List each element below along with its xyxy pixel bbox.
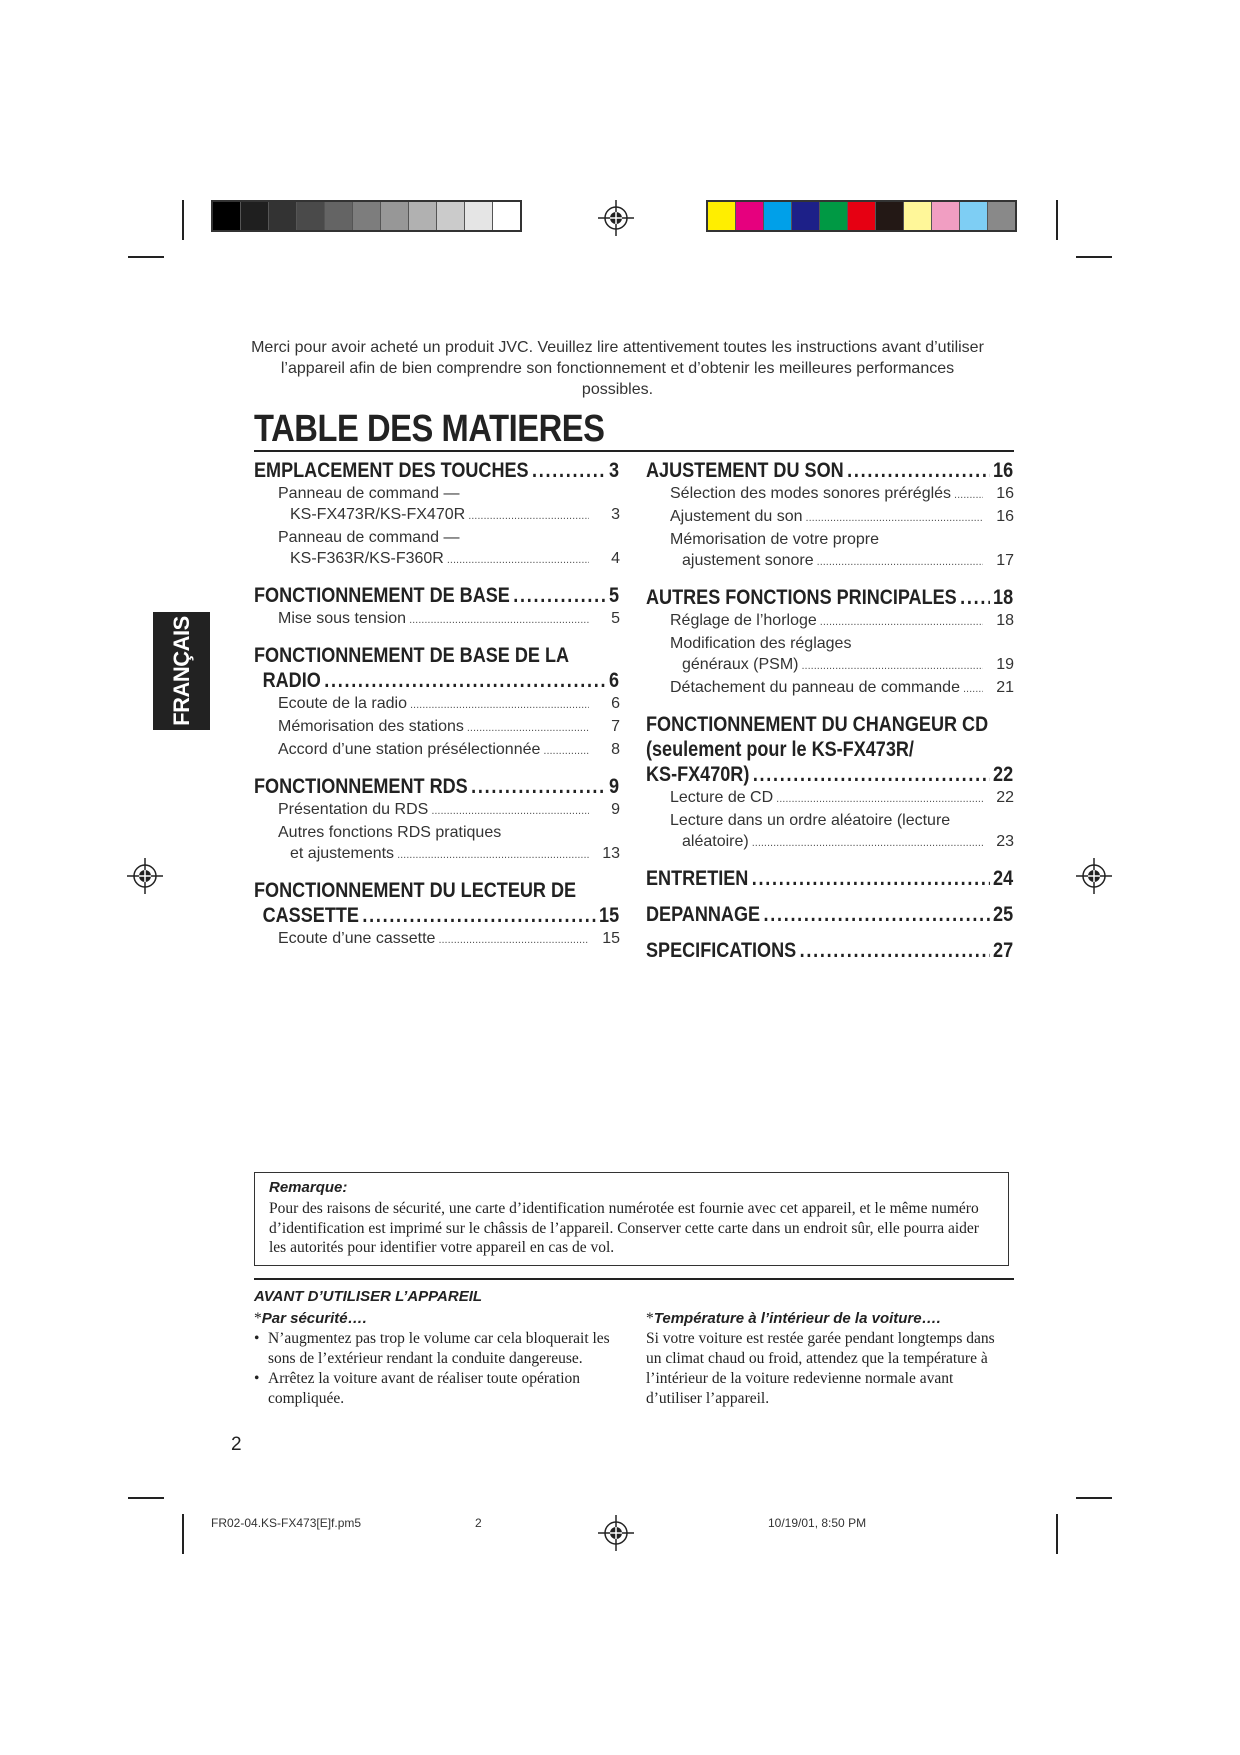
toc-item[interactable]: généraux (PSM) ..... 19 — [646, 654, 1014, 677]
toc-item[interactable]: Ajustement du son ..... 16 — [646, 506, 1014, 529]
color-bar — [706, 200, 1017, 232]
toc-heading[interactable]: SPECIFICATIONS ..... 27 — [646, 938, 1013, 963]
toc-heading[interactable]: FONCTIONNEMENT DU LECTEUR DE CASSETTE ..... 15 — [254, 878, 619, 928]
toc-heading[interactable]: AJUSTEMENT DU SON ..... 16 — [646, 458, 1013, 483]
toc-section — [646, 866, 1014, 891]
toc-section — [646, 585, 1014, 700]
registration-mark-icon — [1076, 858, 1112, 894]
toc-item[interactable]: Sélection des modes sonores préréglés ..... 16 — [646, 483, 1014, 506]
color-swatch — [820, 202, 848, 230]
toc-section — [646, 712, 1014, 854]
toc-right-column — [646, 458, 1014, 975]
section-divider — [254, 1278, 1014, 1280]
color-swatch — [437, 202, 465, 230]
crop-mark — [128, 256, 164, 258]
crop-mark — [1056, 200, 1058, 240]
toc-heading[interactable]: AUTRES FONCTIONS PRINCIPALES ..... 18 — [646, 585, 1013, 610]
color-swatch — [269, 202, 297, 230]
toc-item[interactable]: Panneau de command — — [278, 529, 460, 546]
color-swatch — [353, 202, 381, 230]
toc-heading[interactable]: FONCTIONNEMENT RDS ..... 9 — [254, 774, 619, 799]
color-swatch — [764, 202, 792, 230]
toc-section — [646, 458, 1014, 573]
safety-bullet: Arrêtez la voiture avant de réaliser toute opération compliquée. — [268, 1370, 581, 1407]
color-swatch — [708, 202, 736, 230]
color-swatch — [325, 202, 353, 230]
toc-left-column — [254, 458, 620, 963]
toc-section — [254, 774, 620, 866]
toc-item[interactable]: KS-F363R/KS-F360R ..... 4 — [254, 548, 620, 571]
toc-item[interactable]: Autres fonctions RDS pratiques — [278, 824, 502, 841]
crop-mark — [182, 200, 184, 240]
temperature-title: Température à l’intérieur de la voiture…. — [653, 1310, 941, 1327]
page-title: TABLE DES MATIERES — [254, 408, 605, 450]
title-divider — [254, 450, 1014, 452]
toc-item[interactable]: Présentation du RDS ..... 9 — [254, 799, 620, 822]
color-swatch — [297, 202, 325, 230]
language-tab — [153, 612, 210, 730]
toc-item[interactable]: Lecture dans un ordre aléatoire (lecture — [670, 812, 951, 829]
safety-bullet: N’augmentez pas trop le volume car cela bloquerait les sons de l’extérieur rendant la conduite dangereuse. — [268, 1330, 610, 1367]
toc-item[interactable]: Accord d’une station présélectionnée ..... 8 — [254, 739, 620, 762]
color-swatch — [736, 202, 764, 230]
color-swatch — [493, 202, 520, 230]
toc-item[interactable]: Réglage de l’horloge ..... 18 — [646, 610, 1014, 633]
toc-item[interactable]: Ecoute d’une cassette ..... 15 — [254, 928, 620, 951]
toc-section — [254, 643, 620, 762]
toc-item[interactable]: Mise sous tension ..... 5 — [254, 608, 620, 631]
before-use-heading: AVANT D’UTILISER L’APPAREIL — [254, 1288, 483, 1305]
toc-item[interactable]: Panneau de command — — [278, 485, 460, 502]
toc-heading[interactable]: FONCTIONNEMENT DE BASE DE LA RADIO ..... 6 — [254, 643, 619, 693]
grayscale-bar — [211, 200, 522, 232]
toc-item[interactable]: et ajustements ..... 13 — [254, 843, 620, 866]
footer-date: 10/19/01, 8:50 PM — [768, 1516, 867, 1530]
note-box — [254, 1172, 1009, 1266]
toc-heading[interactable]: DEPANNAGE ..... 25 — [646, 902, 1013, 927]
color-swatch — [465, 202, 493, 230]
color-swatch — [848, 202, 876, 230]
safety-title: Par sécurité…. — [261, 1310, 367, 1327]
toc-section — [646, 938, 1014, 963]
temperature-body: Si votre voiture est restée garée pendant longtemps dans un climat chaud ou froid, attendez que la température à l’intérieur de la voiture redevienne normale avant d’utiliser l’appareil. — [646, 1330, 995, 1407]
toc-item[interactable]: Ecoute de la radio ..... 6 — [254, 693, 620, 716]
registration-mark-icon — [598, 1515, 634, 1551]
color-swatch — [409, 202, 437, 230]
toc-item[interactable]: Détachement du panneau de commande ..... 21 — [646, 677, 1014, 700]
temperature-section: *Température à l’intérieur de la voiture…. Si votre voiture est restée garée pendant longtemps dans un climat chaud ou froid, attendez que la température à l’intérieur de la voiture redevienne normale avant d’utiliser l’appareil. — [646, 1309, 1006, 1409]
registration-mark-icon — [598, 200, 634, 236]
color-swatch — [960, 202, 988, 230]
registration-mark-icon — [127, 858, 163, 894]
toc-item[interactable]: Lecture de CD ..... 22 — [646, 787, 1014, 810]
intro-text: Merci pour avoir acheté un produit JVC. Veuillez lire attentivement toutes les instructions avant d’utiliser l’appareil afin de bien comprendre son fonctionnement et d’obtenir les meilleures performances possibles. — [251, 339, 984, 398]
page-number: 2 — [231, 1434, 242, 1455]
color-swatch — [792, 202, 820, 230]
toc-item[interactable]: Modification des réglages — [670, 635, 852, 652]
toc-heading[interactable]: ENTRETIEN ..... 24 — [646, 866, 1013, 891]
color-swatch — [241, 202, 269, 230]
crop-mark — [128, 1497, 164, 1499]
crop-mark — [1076, 256, 1112, 258]
language-tab-label: FRANÇAIS — [168, 616, 194, 726]
color-swatch — [904, 202, 932, 230]
toc-heading[interactable]: FONCTIONNEMENT DE BASE ..... 5 — [254, 583, 619, 608]
color-swatch — [876, 202, 904, 230]
toc-item[interactable]: KS-FX473R/KS-FX470R ..... 3 — [254, 504, 620, 527]
crop-mark — [182, 1514, 184, 1554]
toc-heading[interactable]: FONCTIONNEMENT DU CHANGEUR CD (seulement pour le KS-FX473R/ KS-FX470R) ..... 22 — [646, 712, 1013, 787]
crop-mark — [1056, 1514, 1058, 1554]
toc-section — [646, 902, 1014, 927]
footer-file: FR02-04.KS-FX473[E]f.pm5 — [211, 1516, 362, 1530]
toc-item[interactable]: Mémorisation des stations ..... 7 — [254, 716, 620, 739]
color-swatch — [988, 202, 1015, 230]
toc-heading[interactable]: EMPLACEMENT DES TOUCHES ..... 3 — [254, 458, 619, 483]
toc-item[interactable]: Mémorisation de votre propre — [670, 531, 879, 548]
color-swatch — [932, 202, 960, 230]
note-body: Pour des raisons de sécurité, une carte d’identification numérotée est fournie avec cet appareil, et le même numéro d’identification est imprimé sur le châssis de l’appareil. Conserver cette carte dans un endroit sûr, elle pourra aider les autorités pour identifier votre appareil en cas de vol. — [269, 1200, 979, 1256]
note-title: Remarque: — [269, 1179, 348, 1196]
toc-section — [254, 878, 620, 951]
toc-section — [254, 458, 620, 571]
crop-mark — [1076, 1497, 1112, 1499]
color-swatch — [381, 202, 409, 230]
safety-section: *Par sécurité…. • N’augmentez pas trop le volume car cela bloquerait les sons de l’extérieur rendant la conduite dangereuse. • Arrêtez la voiture avant de réaliser toute opération compliquée. — [254, 1309, 624, 1409]
color-swatch — [213, 202, 241, 230]
toc-item[interactable]: aléatoire) ..... 23 — [646, 831, 1014, 854]
footer-page: 2 — [475, 1516, 482, 1530]
toc-section — [254, 583, 620, 631]
toc-item[interactable]: ajustement sonore ..... 17 — [646, 550, 1014, 573]
